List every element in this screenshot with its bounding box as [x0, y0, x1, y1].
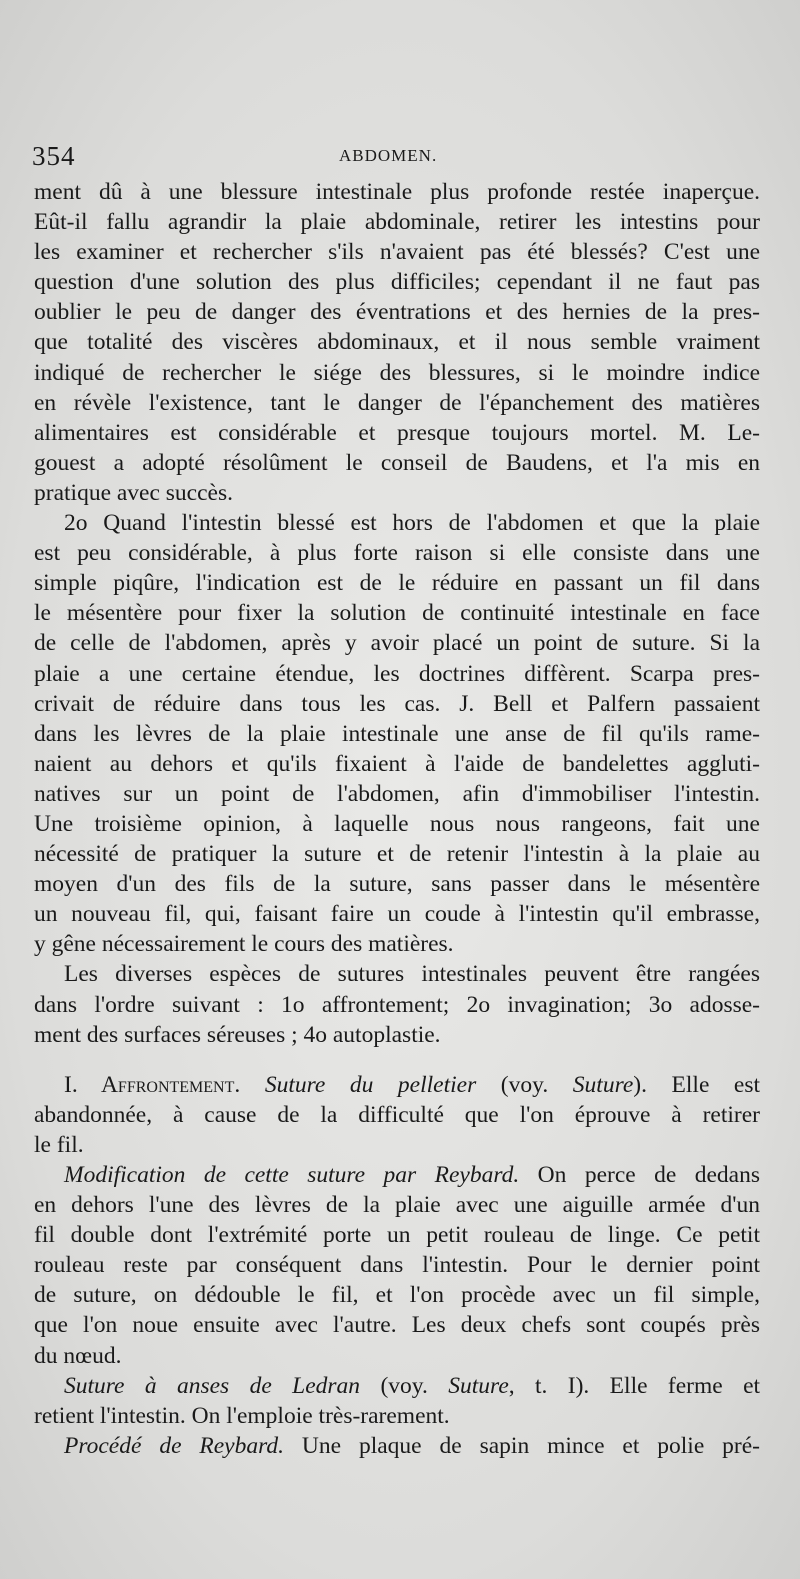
text-line: que totalité des viscères abdominaux, et il nous semble vraiment [34, 329, 760, 356]
text-line: le fil. [34, 1131, 84, 1158]
paragraph-modification [34, 1160, 760, 1371]
text-line: le mésentère pour fixer la solution de continuité intestinale en face [34, 600, 760, 627]
text-line: en révèle l'existence, tant le danger de l'épanchement des matières [34, 389, 760, 416]
text-line: simple piqûre, l'indication est de le réduire en passant un fil dans [34, 570, 760, 597]
text-line: naient au dehors et qu'ils fixaient à l'aide de bandelettes aggluti- [34, 750, 760, 777]
paragraph-reybard [34, 1431, 760, 1461]
text-line: gouest a adopté résolûment le conseil de Baudens, et l'a mis en [34, 449, 760, 476]
text-line: que l'on noue ensuite avec l'autre. Les deux chefs sont coupés près [34, 1312, 760, 1339]
text-line: un nouveau fil, qui, faisant faire un coude à l'intestin qu'il embrasse, [34, 901, 760, 928]
paragraph-affrontement [34, 1070, 760, 1160]
text-line: abandonnée, à cause de la difficulté que l'on éprouve à retirer [34, 1101, 760, 1128]
paragraph-3 [34, 959, 760, 1049]
paragraph-1 [34, 177, 760, 508]
text-line: natives sur un point de l'abdomen, afin d'immobiliser l'intestin. [34, 780, 760, 807]
text-line: de suture, on dédouble le fil, et l'on procède avec un fil simple, [34, 1282, 760, 1309]
text-line: en dehors l'une des lèvres de la plaie avec une aiguille armée d'un [34, 1192, 760, 1219]
text-line: Suture à anses de Ledran (voy. Suture, t. I). Elle ferme et [64, 1372, 760, 1399]
paragraph-ledran [34, 1371, 760, 1431]
text-line: est peu considérable, à plus forte raison si elle consiste dans une [34, 540, 760, 567]
text-line: retient l'intestin. On l'emploie très-rarement. [34, 1402, 450, 1429]
text-line: fil double dont l'extrémité porte un petit rouleau de linge. Ce petit [34, 1222, 760, 1249]
text-line: crivait de réduire dans tous les cas. J. Bell et Palfern passaient [34, 690, 760, 717]
text-line: ment des surfaces séreuses ; 4o autoplastie. [34, 1021, 441, 1048]
text-line: Les diverses espèces de sutures intestinales peuvent être rangées [64, 961, 760, 988]
text-line: plaie a une certaine étendue, les doctrines diffèrent. Scarpa pres- [34, 660, 760, 687]
text-line: nécessité de pratiquer la suture et de retenir l'intestin à la plaie au [34, 841, 760, 868]
text-line: I. Affrontement. Suture du pelletier (voy. Suture). Elle est [64, 1071, 760, 1098]
text-line: dans l'ordre suivant : 1o affrontement; 2o invagination; 3o adosse- [34, 991, 760, 1018]
section-heading: I. Affrontement. [64, 1071, 241, 1098]
text-line: pratique avec succès. [34, 479, 233, 506]
text-line: oublier le peu de danger des éventrations et des hernies de la pres- [34, 299, 760, 326]
text-line: rouleau reste par conséquent dans l'intestin. Pour le dernier point [34, 1252, 760, 1279]
text-line: y gêne nécessairement le cours des matières. [34, 931, 454, 958]
text-line: les examiner et rechercher s'ils n'avaient pas été blessés? C'est une [34, 239, 760, 266]
text-line: 2o Quand l'intestin blessé est hors de l'abdomen et que la plaie [64, 510, 760, 537]
page-header [32, 141, 762, 171]
text-line: Eût-il fallu agrandir la plaie abdominale, retirer les intestins pour [34, 209, 760, 236]
text-line: du nœud. [34, 1342, 122, 1369]
text-line: Procédé de Reybard. Une plaque de sapin mince et polie pré- [64, 1432, 760, 1459]
text-line: Modification de cette suture par Reybard. On perce de dedans [64, 1162, 760, 1188]
paragraph-2 [34, 508, 760, 959]
running-head: ABDOMEN. [339, 146, 438, 165]
text-line: alimentaires est considérable et presque toujours mortel. M. Le- [34, 419, 760, 446]
text-line: moyen d'un des fils de la suture, sans passer dans le mésentère [34, 871, 760, 898]
text-line: Une troisième opinion, à laquelle nous nous rangeons, fait une [34, 810, 760, 837]
page-number: 354 [32, 141, 76, 171]
text-line: question d'une solution des plus difficiles; cependant il ne faut pas [34, 269, 760, 296]
text-line: ment dû à une blessure intestinale plus profonde restée inaperçue. [34, 179, 760, 205]
text-line: dans les lèvres de la plaie intestinale une anse de fil qu'ils rame- [34, 720, 760, 747]
text-line: indiqué de rechercher le siége des blessures, si le moindre indice [34, 359, 760, 386]
text-line: de celle de l'abdomen, après y avoir placé un point de suture. Si la [34, 630, 760, 657]
page-body [34, 177, 760, 1461]
section-gap [34, 1050, 760, 1070]
